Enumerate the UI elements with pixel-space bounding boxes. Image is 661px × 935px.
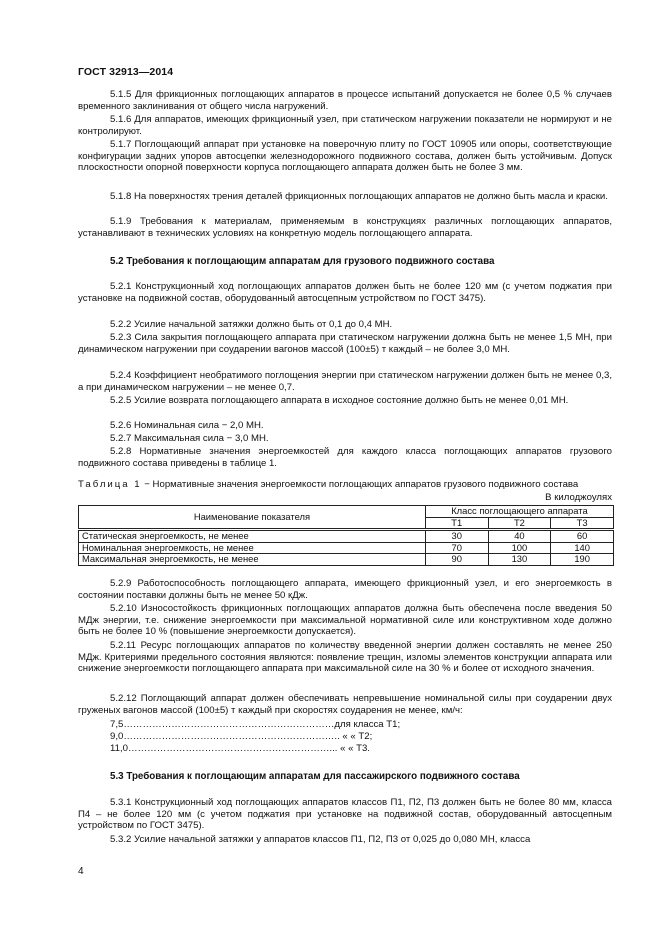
paragraph-5-2-3: 5.2.3 Сила закрытия поглощающего аппарата при статическом нагружении должна быть не менее 1,5 МН, при динамическом нагружении при соударении вагонов массой (100±5) т каждый – не более 3,0 МН. <box>78 332 612 355</box>
table-cell-value: 130 <box>488 554 551 566</box>
table-caption <box>78 479 612 491</box>
table-caption-text: − Нормативные значения энергоемкости поглощающих аппаратов грузового подвижного состава <box>141 479 579 490</box>
paragraph-5-2-11: 5.2.11 Ресурс поглощающих аппаратов по количеству введенной энергии должен составлять не менее 250 МДж. Критериями предельного состояния являются: появление трещин, изломы элементов конструкции аппарата или снижение энергоемкости поглощающего аппарата при максимальной силе на 30 % и более от исходного значения. <box>78 640 612 675</box>
table-header-t2: Т2 <box>488 517 551 530</box>
table-cell-name: Статическая энергоемкость, не менее <box>79 530 426 543</box>
table-header-class: Класс поглощающего аппарата <box>425 506 613 518</box>
table-row <box>79 554 614 566</box>
table-cell-value: 70 <box>425 542 488 554</box>
table-cell-name: Максимальная энергоемкость, не менее <box>79 554 426 566</box>
paragraph-5-2-9: 5.2.9 Работоспособность поглощающего аппарата, имеющего фрикционный узел, и его энергоемкость в состоянии поставки должны быть не менее 50 кДж. <box>78 578 612 601</box>
paragraph-5-3-2: 5.3.2 Усилие начальной затяжки у аппаратов классов П1, П2, П3 от 0,025 до 0,080 МН, класса <box>110 834 531 845</box>
paragraph-5-1-6: 5.1.6 Для аппаратов, имеющих фрикционный узел, при статическом нагружении показатели не нормируют и не контролируют. <box>78 114 612 137</box>
table-header-t3: Т3 <box>551 517 614 530</box>
section-heading-5-2: 5.2 Требования к поглощающим аппаратам для грузового подвижного состава <box>110 256 495 267</box>
table-cell-value: 100 <box>488 542 551 554</box>
table-cell-value: 40 <box>488 530 551 543</box>
table-cell-value: 30 <box>425 530 488 543</box>
paragraph-5-2-12: 5.2.12 Поглощающий аппарат должен обеспечивать непревышение номинальной силы при соударении двух груженых вагонов массой (100±5) т каждый при скоростях соударения не менее, км/ч: <box>78 693 612 716</box>
list-item: 7,5…………………………………………………………для класса Т1; <box>110 719 401 730</box>
list-item: 9,0………………………………………………………….. « « Т2; <box>110 730 373 742</box>
table-cell-name: Номинальная энергоемкость, не менее <box>79 542 426 554</box>
speed-list <box>110 719 400 754</box>
page-number: 4 <box>78 866 84 877</box>
table-cell-value: 140 <box>551 542 614 554</box>
table-row <box>79 542 614 554</box>
table-row <box>79 530 614 543</box>
section-heading-5-3: 5.3 Требования к поглощающим аппаратам для пассажирского подвижного состава <box>110 771 520 782</box>
paragraph-5-2-4: 5.2.4 Коэффициент необратимого поглощения энергии при статическом нагружении должен быть не менее 0,3, а при динамическом нагружении – не менее 0,7. <box>78 370 612 393</box>
table-cell-value: 90 <box>425 554 488 566</box>
paragraph-5-2-5: 5.2.5 Усилие возврата поглощающего аппарата в исходное состояние должно быть не менее 0,01 МН. <box>110 395 569 406</box>
table-units: В килоджоулях <box>545 492 612 503</box>
document-header: ГОСТ 32913—2014 <box>78 66 174 78</box>
table-header-name: Наименование показателя <box>79 506 426 530</box>
table-cell-value: 190 <box>551 554 614 566</box>
paragraph-5-1-7: 5.1.7 Поглощающий аппарат при установке на поверочную плиту по ГОСТ 10905 или опоры, соответствующие конфигурации задних упоров автосцепки железнодорожного подвижного состава, должен быть устойчивым. Допуск плоскостности опорной поверхности корпуса поглощающего аппарата должен быть не более 3 мм. <box>78 139 612 174</box>
paragraph-5-1-5: 5.1.5 Для фрикционных поглощающих аппаратов в процессе испытаний допускается не более 0,5 % случаев временного заклинивания от общего числа нагружений. <box>78 89 612 112</box>
paragraph-5-3-1: 5.3.1 Конструкционный ход поглощающих аппаратов классов П1, П2, П3 должен быть не более 80 мм, класса П4 – не более 120 мм (с учетом поджатия при установке на подвижной состав, оборудованный автосцепным устройством по ГОСТ 3475). <box>78 797 612 832</box>
paragraph-5-1-8: 5.1.8 На поверхностях трения деталей фрикционных поглощающих аппаратов не должно быть масла и краски. <box>110 191 608 202</box>
paragraph-5-2-8: 5.2.8 Нормативные значения энергоемкостей для каждого класса поглощающих аппаратов грузового подвижного состава приведены в таблице 1. <box>78 446 612 469</box>
paragraph-5-2-1: 5.2.1 Конструкционный ход поглощающих аппаратов должен быть не более 120 мм (с учетом поджатия при установке на подвижной состав, оборудованный автосцепным устройством по ГОСТ 3475). <box>78 281 612 304</box>
paragraph-5-1-9: 5.1.9 Требования к материалам, применяемым в конструкциях различных поглощающих аппаратов, устанавливают в технических условиях на конкретную модель поглощающего аппарата. <box>78 216 612 239</box>
paragraph-5-2-10: 5.2.10 Износостойкость фрикционных поглощающих аппаратов должна быть обеспечена после введения 50 МДж энергии, т.е. снижение энергоемкости при максимальной нормативной силе или конструктивном ходе должно быть не более 10 % (повышение энергоемкости допускается). <box>78 603 612 638</box>
list-item: 11,0………………………………………………………... « « Т3. <box>110 742 370 754</box>
table-caption-label: Таблица 1 <box>78 479 142 490</box>
table-header-t1: Т1 <box>425 517 488 530</box>
energy-capacity-table <box>78 505 614 566</box>
table-cell-value: 60 <box>551 530 614 543</box>
paragraph-5-2-7: 5.2.7 Максимальная сила − 3,0 МН. <box>110 433 269 444</box>
paragraph-5-2-6: 5.2.6 Номинальная сила − 2,0 МН. <box>110 420 264 431</box>
paragraph-5-2-2: 5.2.2 Усилие начальной затяжки должно быть от 0,1 до 0,4 МН. <box>110 319 393 330</box>
